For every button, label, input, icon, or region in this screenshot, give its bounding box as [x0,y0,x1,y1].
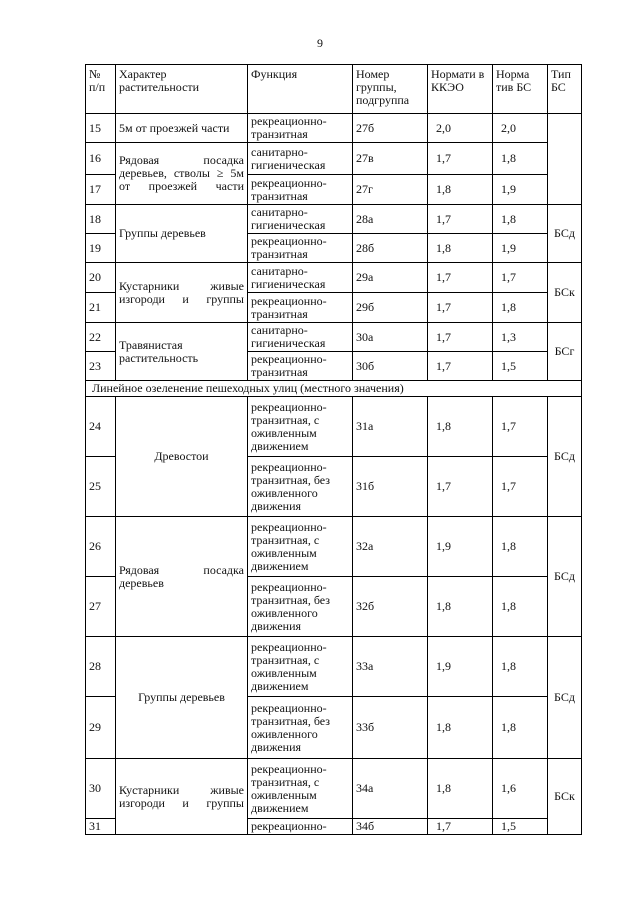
table-row [86,323,582,352]
table-row [86,205,582,234]
type-cell: БСг [548,323,582,381]
row-num: 27 [86,577,116,637]
kkeo-cell: 1,8 [428,759,493,819]
type-cell: БСк [548,759,582,835]
bs-cell: 1,7 [493,397,548,457]
greenery-standards-table [85,64,582,835]
row-num: 21 [86,293,116,323]
bs-cell: 1,7 [493,263,548,293]
row-num: 25 [86,457,116,517]
group-cell: 28б [353,234,428,263]
bs-cell: 1,8 [493,577,548,637]
group-cell: 32а [353,517,428,577]
header-bs: Норма тив БС [493,65,548,114]
bs-cell: 1,3 [493,323,548,352]
character-cell: Рядовая посадка деревьев [116,517,248,637]
bs-cell: 1,8 [493,205,548,234]
section-row [86,381,582,397]
kkeo-cell: 2,0 [428,114,493,143]
row-num: 24 [86,397,116,457]
function-cell: рекреационно-транзитная, с оживленным движением [248,759,353,819]
table-row [86,263,582,293]
function-cell: санитарно-гигиеническая [248,205,353,234]
kkeo-cell: 1,7 [428,143,493,175]
row-num: 29 [86,697,116,759]
function-cell: рекреационно-транзитная, без оживленного движения [248,697,353,759]
row-num: 15 [86,114,116,143]
type-cell: БСд [548,397,582,517]
function-cell: рекреационно-транзитная [248,293,353,323]
function-cell: рекреационно-транзитная, без оживленного движения [248,577,353,637]
group-cell: 29а [353,263,428,293]
kkeo-cell: 1,7 [428,352,493,381]
header-num: № п/п [86,65,116,114]
bs-cell: 1,8 [493,697,548,759]
kkeo-cell: 1,8 [428,397,493,457]
kkeo-cell: 1,7 [428,293,493,323]
character-cell: 5м от проезжей части [116,114,248,143]
function-cell: санитарно-гигиеническая [248,263,353,293]
group-cell: 27б [353,114,428,143]
bs-cell: 1,8 [493,637,548,697]
group-cell: 34а [353,759,428,819]
kkeo-cell: 1,7 [428,323,493,352]
row-num: 26 [86,517,116,577]
function-cell: рекреационно-транзитная [248,114,353,143]
kkeo-cell: 1,9 [428,637,493,697]
row-num: 17 [86,175,116,205]
function-cell: санитарно-гигиеническая [248,323,353,352]
header-character: Характер растительности [116,65,248,114]
bs-cell: 1,8 [493,517,548,577]
kkeo-cell: 1,9 [428,517,493,577]
function-cell: рекреационно-транзитная, с оживленным движением [248,517,353,577]
kkeo-cell: 1,8 [428,577,493,637]
function-cell: рекреационно-транзитная, с оживленным движением [248,397,353,457]
group-cell: 27г [353,175,428,205]
row-num: 31 [86,819,116,835]
type-cell: БСд [548,517,582,637]
type-cell-empty [548,114,582,205]
bs-cell: 1,9 [493,234,548,263]
row-num: 22 [86,323,116,352]
group-cell: 34б [353,819,428,835]
header-row [86,65,582,114]
table-row [86,397,582,457]
kkeo-cell: 1,7 [428,819,493,835]
group-cell: 31а [353,397,428,457]
type-cell: БСд [548,205,582,263]
table-row [86,114,582,143]
type-cell: БСд [548,637,582,759]
function-cell: рекреационно-транзитная [248,175,353,205]
function-cell: санитарно-гигиеническая [248,143,353,175]
row-num: 19 [86,234,116,263]
section-title: Линейное озеленение пешеходных улиц (местного значения) [86,381,582,397]
bs-cell: 1,8 [493,143,548,175]
group-cell: 32б [353,577,428,637]
function-cell: рекреационно-транзитная, без оживленного движения [248,457,353,517]
character-cell: Рядовая посадка деревьев, стволы ≥ 5м от проезжей части [116,143,248,205]
bs-cell: 1,7 [493,457,548,517]
kkeo-cell: 1,8 [428,234,493,263]
row-num: 20 [86,263,116,293]
group-cell: 30б [353,352,428,381]
row-num: 16 [86,143,116,175]
character-cell: Кустарники живые изгороди и группы [116,263,248,323]
table-row [86,759,582,819]
kkeo-cell: 1,7 [428,205,493,234]
row-num: 18 [86,205,116,234]
group-cell: 27в [353,143,428,175]
bs-cell: 1,5 [493,819,548,835]
header-type: Тип БС [548,65,582,114]
header-group: Номер группы, подгруппа [353,65,428,114]
bs-cell: 1,6 [493,759,548,819]
header-kkeo: Нормати в ККЭО [428,65,493,114]
character-cell: Группы деревьев [116,205,248,263]
row-num: 28 [86,637,116,697]
kkeo-cell: 1,7 [428,263,493,293]
group-cell: 29б [353,293,428,323]
kkeo-cell: 1,8 [428,175,493,205]
type-cell: БСк [548,263,582,323]
row-num: 30 [86,759,116,819]
group-cell: 31б [353,457,428,517]
page-number: 9 [317,36,323,50]
bs-cell: 1,5 [493,352,548,381]
kkeo-cell: 1,8 [428,697,493,759]
function-cell: рекреационно-транзитная [248,234,353,263]
table-row [86,637,582,697]
group-cell: 28а [353,205,428,234]
function-cell: рекреационно-транзитная [248,352,353,381]
table-row [86,517,582,577]
character-cell: Древостои [116,397,248,517]
function-cell: рекреационно- [248,819,353,835]
bs-cell: 1,8 [493,293,548,323]
character-cell: Травянистая растительность [116,323,248,381]
row-num: 23 [86,352,116,381]
character-cell: Группы деревьев [116,637,248,759]
character-cell: Кустарники живые изгороди и группы [116,759,248,835]
group-cell: 33б [353,697,428,759]
header-function: Функция [248,65,353,114]
kkeo-cell: 1,7 [428,457,493,517]
group-cell: 33а [353,637,428,697]
table-row [86,143,582,175]
group-cell: 30а [353,323,428,352]
function-cell: рекреационно-транзитная, с оживленным движением [248,637,353,697]
bs-cell: 1,9 [493,175,548,205]
bs-cell: 2,0 [493,114,548,143]
